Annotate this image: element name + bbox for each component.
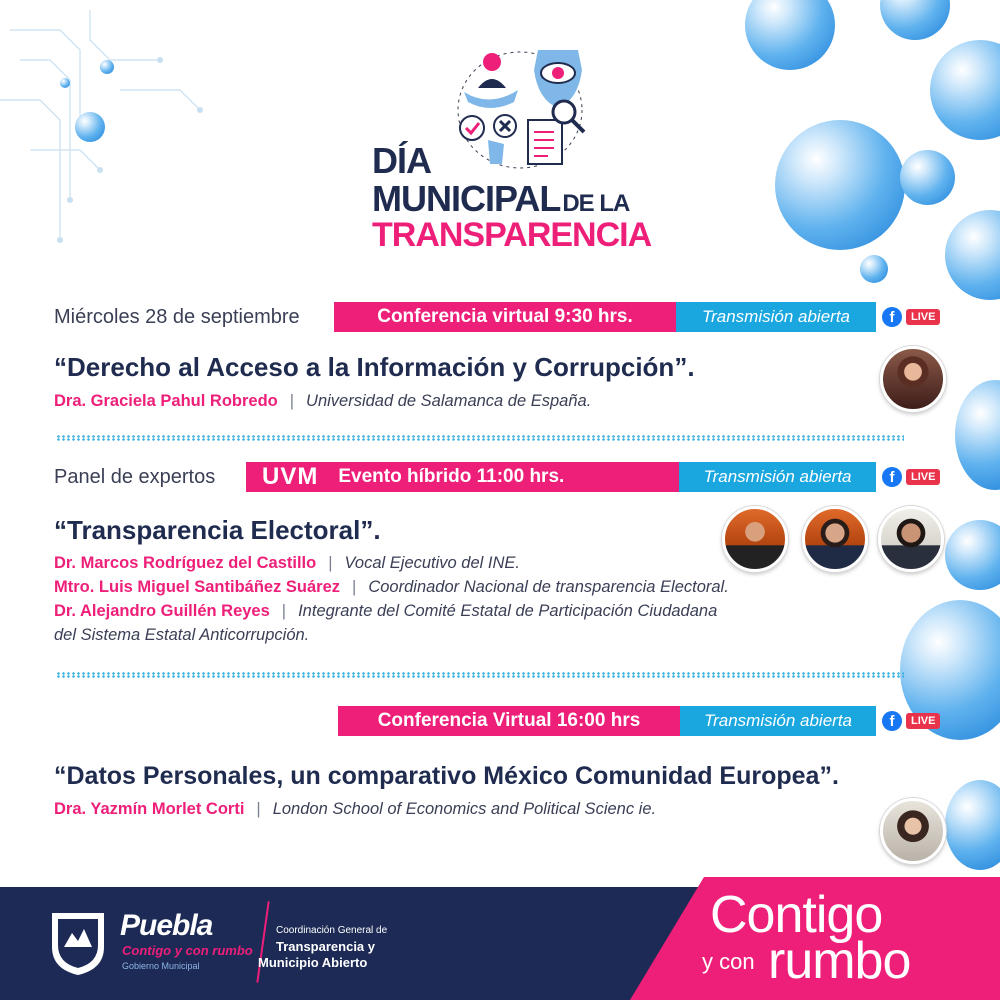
speaker-name: Dra. Graciela Pahul Robredo [54,392,278,410]
event2-label: Panel de expertos [54,466,216,488]
bubble-decoration [930,40,1000,140]
separator: | [256,800,261,818]
event3-speaker-row [54,800,656,819]
logo-title-municipal [372,178,629,220]
event1-facebook-live[interactable] [882,307,940,327]
slogan-y-con: y con [702,949,755,974]
bubble-decoration [775,120,905,250]
facebook-icon: f [882,711,902,731]
dotted-divider [56,435,904,441]
separator: | [289,392,295,410]
speaker-name: Dr. Marcos Rodríguez del Castillo [54,554,317,572]
separator: | [281,602,287,620]
hand-icon [464,90,518,108]
bubble-decoration [900,150,955,205]
event2-schedule-bar [246,462,679,492]
speaker-affiliation: Integrante del Comité Estatal de Participación Ciudadana [298,602,718,620]
bubble-decoration [100,60,114,74]
event1-talk-title: “Derecho al Acceso a la Información y Corrupción”. [54,352,695,382]
speaker-photo [722,506,788,572]
event1-schedule-bar: Conferencia virtual 9:30 hrs. [334,302,676,332]
bubble-decoration [745,0,835,70]
footer [0,887,1000,1000]
bubble-decoration [945,520,1000,590]
logo-municipal-text: MUNICIPAL [372,178,561,219]
speaker-affiliation: Coordinador Nacional de transparencia Electoral. [368,578,729,596]
event2-speaker-row [54,602,717,621]
logo-title-dia: DÍA [372,140,431,181]
speaker-name: Dr. Alejandro Guillén Reyes [54,602,270,620]
speaker-affiliation: Vocal Ejecutivo del INE. [344,554,521,572]
logo-title-transparencia: TRANSPARENCIA [372,216,652,254]
coat-of-arms-icon [48,907,108,977]
speaker-affiliation: London School of Economics and Political Scienc ie. [272,800,657,818]
bubble-decoration [945,210,1000,300]
speaker-affiliation: Universidad de Salamanca de España. [306,392,592,410]
dotted-divider [56,672,904,678]
speaker-name: Mtro. Luis Miguel Santibáñez Suárez [54,578,341,596]
bubble-decoration [60,78,70,88]
event2-facebook-live[interactable] [882,467,940,487]
puebla-gov-label: Gobierno Municipal [122,961,200,971]
separator: | [352,578,357,596]
puebla-wordmark: Puebla [120,909,213,942]
event2-speaker-row [54,578,729,597]
event3-schedule-bar: Conferencia Virtual 16:00 hrs [338,706,680,736]
event-logo [360,40,652,260]
logo-de-la-text: DE LA [562,190,630,217]
event1-date: Miércoles 28 de septiembre [54,306,300,328]
live-badge: LIVE [906,713,940,729]
coordination-line-2: Transparencia y [276,939,375,954]
magnifier-icon [553,101,575,123]
facebook-icon: f [882,307,902,327]
live-badge: LIVE [906,309,940,325]
speaker-photo [880,798,946,864]
coordination-line-3: Municipio Abierto [258,955,368,970]
speaker-photo [802,506,868,572]
event2-speaker-row [54,554,520,573]
event2-talk-title: “Transparencia Electoral”. [54,515,381,545]
circuit-decoration [0,0,220,260]
puebla-tagline: Contigo y con rumbo [122,943,253,958]
uvm-logo: UVM [262,463,319,490]
event1-speaker-row [54,392,591,411]
live-badge: LIVE [906,469,940,485]
event1-transmission-bar: Transmisión abierta [676,302,876,332]
slogan-rumbo: rumbo [768,932,911,990]
event2-schedule-text: Evento híbrido 11:00 hrs. [338,466,565,487]
event3-talk-title: “Datos Personales, un comparativo México Comunidad Europea”. [54,762,839,790]
bubble-decoration [955,380,1000,490]
eye-icon [552,67,564,79]
bubble-decoration [945,780,1000,870]
coordination-line-1: Coordinación General de [276,925,388,936]
bubble-decoration [860,255,888,283]
speaker-photo [880,346,946,412]
facebook-icon: f [882,467,902,487]
event3-facebook-live[interactable] [882,711,940,731]
document-icon [528,120,562,164]
separator: | [328,554,333,572]
bubble-decoration [75,112,105,142]
speaker-affiliation-continued: del Sistema Estatal Anticorrupción. [54,626,310,644]
speaker-name: Dra. Yazmín Morlet Corti [54,800,245,818]
slogan-contigo: Contigo [710,886,883,944]
logo-illustration [450,40,600,180]
bubble-decoration [880,0,950,40]
event3-transmission-bar: Transmisión abierta [680,706,876,736]
speaker-photo [878,506,944,572]
event2-transmission-bar: Transmisión abierta [679,462,876,492]
